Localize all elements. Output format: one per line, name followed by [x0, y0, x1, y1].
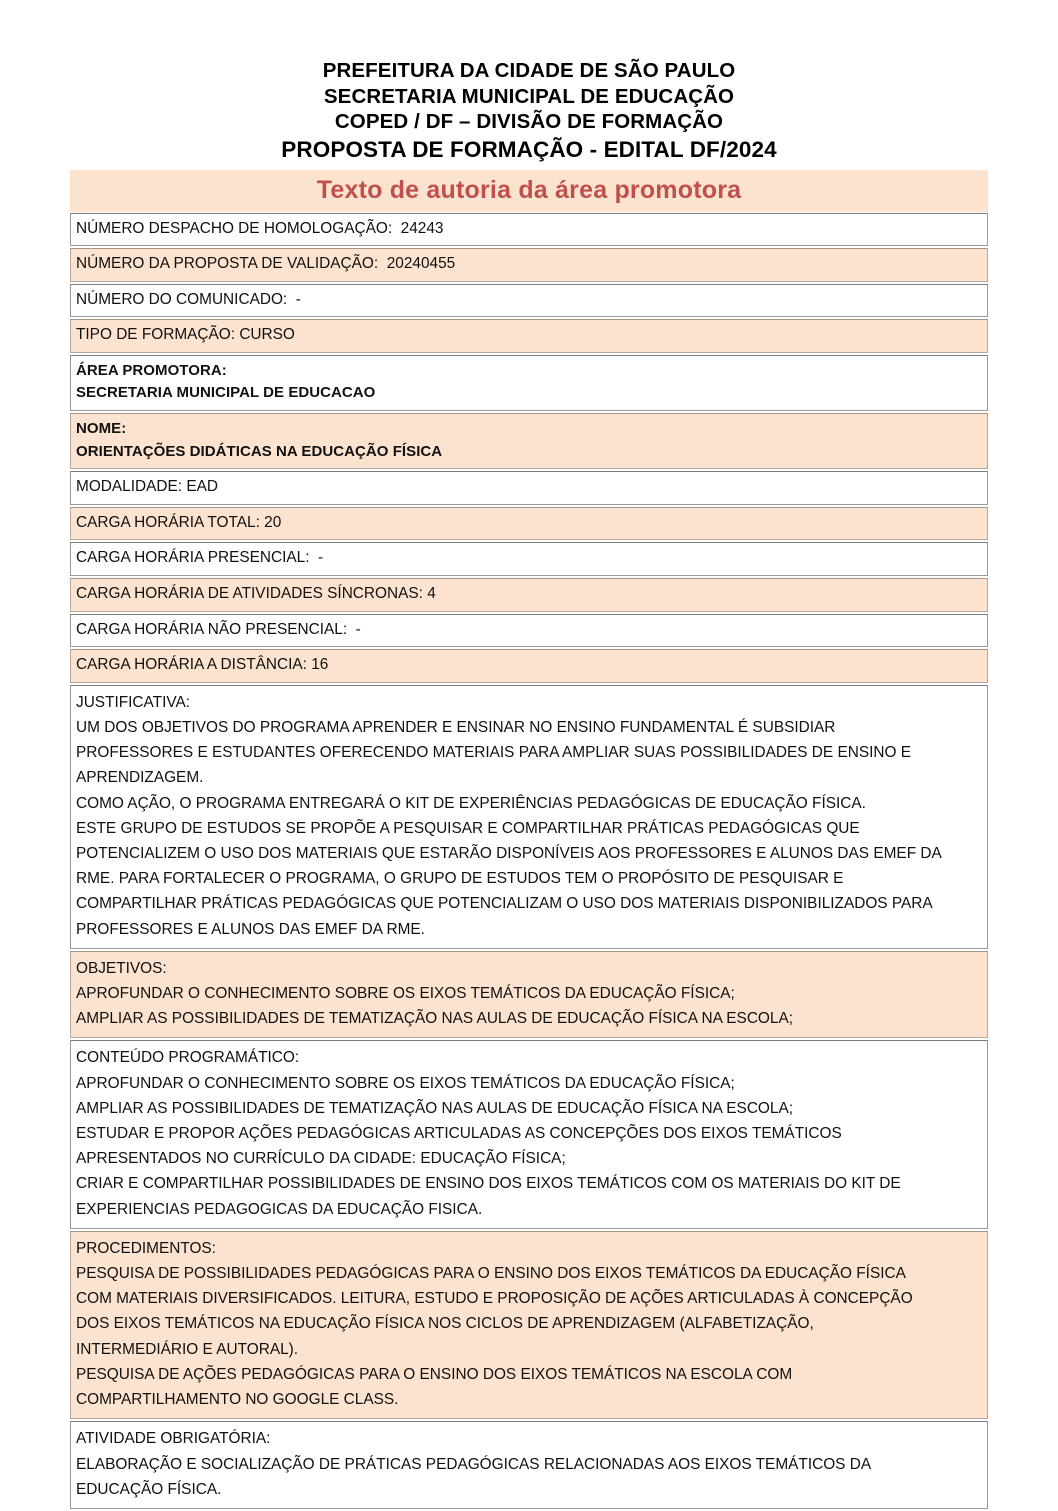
field-row-tipo-de-formacao: [70, 319, 988, 353]
field-line: ESTE GRUPO DE ESTUDOS SE PROPÕE A PESQUISAR E COMPARTILHAR PRÁTICAS PEDAGÓGICAS QUE: [76, 819, 860, 837]
field-line: NÚMERO DA PROPOSTA DE VALIDAÇÃO: 20240455: [76, 255, 456, 273]
field-line: ORIENTAÇÕES DIDÁTICAS NA EDUCAÇÃO FÍSICA: [76, 442, 443, 460]
field-line: ÁREA PROMOTORA:: [76, 361, 227, 379]
field-row-procedimentos: [70, 1231, 988, 1419]
field-line: AMPLIAR AS POSSIBILIDADES DE TEMATIZAÇÃO NAS AULAS DE EDUCAÇÃO FÍSICA NA ESCOLA;: [76, 1010, 794, 1028]
field-line: ATIVIDADE OBRIGATÓRIA:: [76, 1430, 271, 1448]
field-line: PROFESSORES E ALUNOS DAS EMEF DA RME.: [76, 920, 425, 938]
field-line: SECRETARIA MUNICIPAL DE EDUCACAO: [76, 384, 376, 402]
field-line: PESQUISA DE AÇÕES PEDAGÓGICAS PARA O ENSINO DOS EIXOS TEMÁTICOS NA ESCOLA COM: [76, 1365, 793, 1383]
field-line: AMPLIAR AS POSSIBILIDADES DE TEMATIZAÇÃO NAS AULAS DE EDUCAÇÃO FÍSICA NA ESCOLA;: [76, 1099, 794, 1117]
field-row-carga-horaria-atividades-sincronas: [70, 578, 988, 612]
field-row-carga-horaria-presencial: [70, 542, 988, 576]
field-line: RME. PARA FORTALECER O PROGRAMA, O GRUPO DE ESTUDOS TEM O PROPÓSITO DE PESQUISAR E: [76, 870, 844, 888]
field-row-numero-comunicado: [70, 284, 988, 318]
header-line-1: PREFEITURA DA CIDADE DE SÃO PAULO: [322, 59, 736, 82]
field-line: NÚMERO DESPACHO DE HOMOLOGAÇÃO: 24243: [76, 219, 444, 237]
field-line: ESTUDAR E PROPOR AÇÕES PEDAGÓGICAS ARTICULADAS AS CONCEPÇÕES DOS EIXOS TEMÁTICOS: [76, 1125, 842, 1143]
title-band-text: Texto de autoria da área promotora: [316, 175, 742, 204]
field-line: PROCEDIMENTOS:: [76, 1239, 216, 1257]
field-line: CONTEÚDO PROGRAMÁTICO:: [76, 1049, 300, 1067]
field-line: COMPARTILHAMENTO NO GOOGLE CLASS.: [76, 1391, 399, 1409]
proposal-fields-table: [70, 213, 988, 1509]
field-line: APRESENTADOS NO CURRÍCULO DA CIDADE: EDUCAÇÃO FÍSICA;: [76, 1150, 566, 1168]
field-line: TIPO DE FORMAÇÃO: CURSO: [76, 326, 295, 344]
field-row-carga-horaria-nao-presencial: [70, 614, 988, 648]
field-row-carga-horaria-a-distancia: [70, 649, 988, 683]
header-line-2: SECRETARIA MUNICIPAL DE EDUCAÇÃO: [323, 84, 735, 108]
field-line: MODALIDADE: EAD: [76, 478, 218, 496]
field-line: JUSTIFICATIVA:: [76, 693, 191, 711]
field-row-numero-despacho-homologacao: [70, 213, 988, 247]
field-line: COMO AÇÃO, O PROGRAMA ENTREGARÁ O KIT DE EXPERIÊNCIAS PEDAGÓGICAS DE EDUCAÇÃO FÍSICA.: [76, 794, 866, 812]
field-row-justificativa: [70, 685, 988, 949]
field-line: OBJETIVOS:: [76, 959, 167, 977]
field-line: APRENDIZAGEM.: [76, 769, 204, 787]
field-line: CARGA HORÁRIA DE ATIVIDADES SÍNCRONAS: 4: [76, 585, 436, 603]
field-line: CARGA HORÁRIA PRESENCIAL: -: [76, 549, 324, 567]
header-line-3: COPED / DF – DIVISÃO DE FORMAÇÃO: [334, 110, 724, 133]
field-row-conteudo-programatico: [70, 1040, 988, 1228]
field-line: NÚMERO DO COMUNICADO: -: [76, 290, 301, 308]
field-line: APROFUNDAR O CONHECIMENTO SOBRE OS EIXOS TEMÁTICOS DA EDUCAÇÃO FÍSICA;: [76, 1074, 735, 1092]
field-line: DOS EIXOS TEMÁTICOS NA EDUCAÇÃO FÍSICA NOS CICLOS DE APRENDIZAGEM (ALFABETIZAÇÃO,: [76, 1315, 814, 1333]
title-band: [70, 170, 988, 212]
field-line: UM DOS OBJETIVOS DO PROGRAMA APRENDER E ENSINAR NO ENSINO FUNDAMENTAL É SUBSIDIAR: [76, 719, 836, 737]
field-line: ELABORAÇÃO E SOCIALIZAÇÃO DE PRÁTICAS PEDAGÓGICAS RELACIONADAS AOS EIXOS TEMÁTICOS DA: [76, 1455, 872, 1473]
field-row-modalidade: [70, 471, 988, 505]
field-row-area-promotora: [70, 355, 988, 411]
field-line: CARGA HORÁRIA TOTAL: 20: [76, 513, 282, 531]
field-row-atividade-obrigatoria: [70, 1421, 988, 1509]
field-line: EXPERIENCIAS PEDAGOGICAS DA EDUCAÇÃO FISICA.: [76, 1200, 483, 1218]
field-line: EDUCAÇÃO FÍSICA.: [76, 1480, 222, 1498]
field-line: APROFUNDAR O CONHECIMENTO SOBRE OS EIXOS TEMÁTICOS DA EDUCAÇÃO FÍSICA;: [76, 985, 735, 1003]
field-row-numero-proposta-validacao: [70, 248, 988, 282]
field-line: PESQUISA DE POSSIBILIDADES PEDAGÓGICAS PARA O ENSINO DOS EIXOS TEMÁTICOS DA EDUCAÇÃO FÍSICA: [76, 1265, 906, 1283]
field-row-nome: [70, 413, 988, 469]
field-line: CARGA HORÁRIA A DISTÂNCIA: 16: [76, 656, 329, 674]
field-row-carga-horaria-total: [70, 507, 988, 541]
field-line: POTENCIALIZEM O USO DOS MATERIAIS QUE ESTARÃO DISPONÍVEIS AOS PROFESSORES E ALUNOS DAS EMEF DA: [76, 845, 942, 863]
field-row-objetivos: [70, 951, 988, 1039]
field-line: INTERMEDIÁRIO E AUTORAL).: [76, 1340, 299, 1358]
field-line: CARGA HORÁRIA NÃO PRESENCIAL: -: [76, 620, 361, 638]
field-line: NOME:: [76, 420, 127, 438]
header-line-4: PROPOSTA DE FORMAÇÃO - EDITAL DF/2024: [281, 136, 777, 162]
field-line: COMPARTILHAR PRÁTICAS PEDAGÓGICAS QUE POTENCIALIZAM O USO DOS MATERIAIS DISPONIBILIZADOS PARA: [76, 895, 933, 913]
field-line: PROFESSORES E ESTUDANTES OFERECENDO MATERIAIS PARA AMPLIAR SUAS POSSIBILIDADES DE ENSINO E: [76, 744, 911, 762]
field-line: CRIAR E COMPARTILHAR POSSIBILIDADES DE ENSINO DOS EIXOS TEMÁTICOS COM OS MATERIAIS DO KIT DE: [76, 1175, 901, 1193]
field-line: COM MATERIAIS DIVERSIFICADOS. LEITURA, ESTUDO E PROPOSIÇÃO DE AÇÕES ARTICULADAS À CONCEPÇÃO: [76, 1290, 913, 1308]
document-header: [0, 58, 1058, 164]
